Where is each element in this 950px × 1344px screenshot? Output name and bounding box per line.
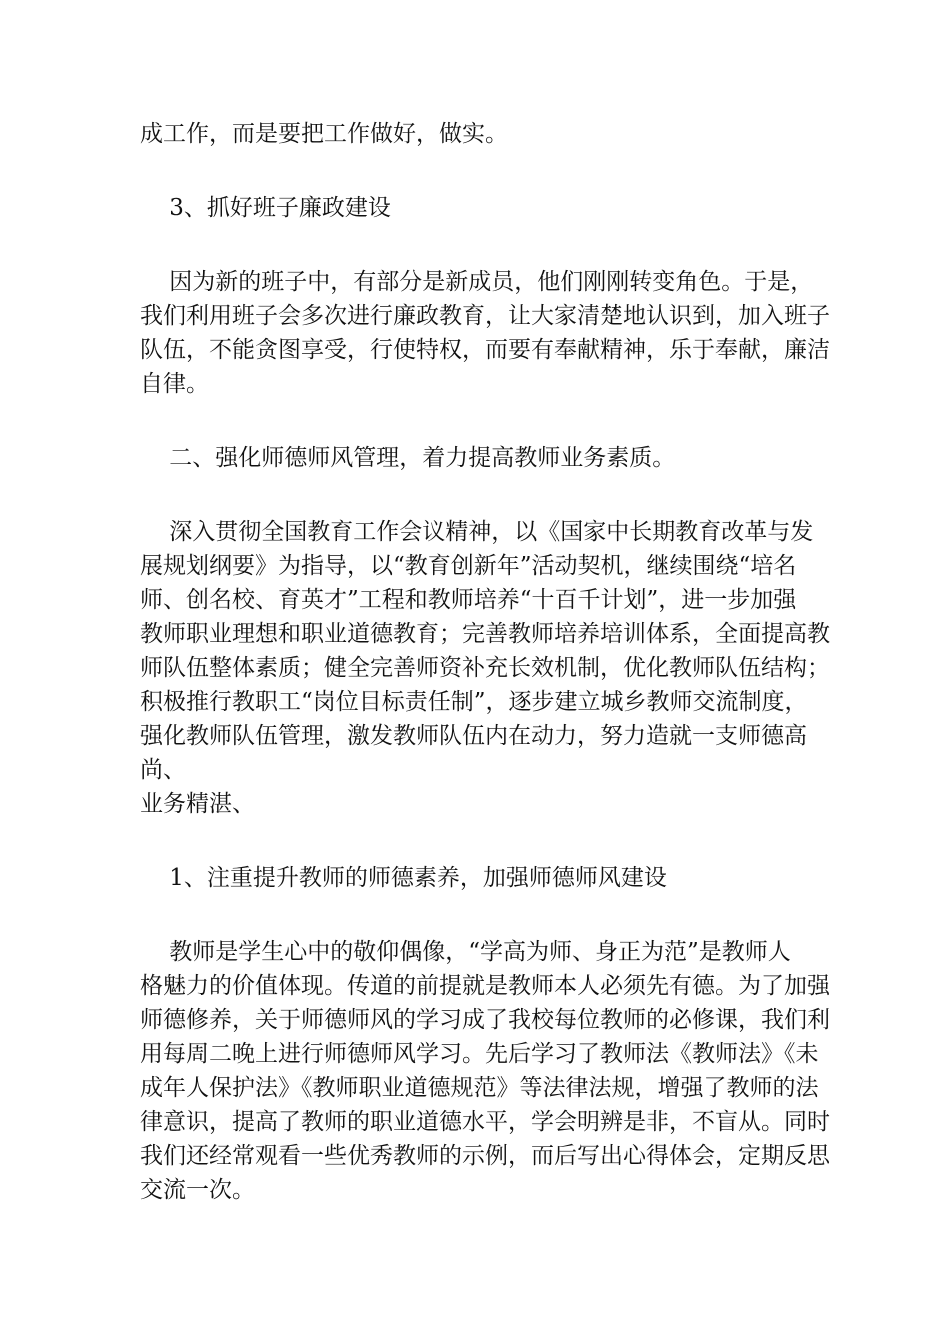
heading-section-3: 3、抓好班子廉政建设 [140, 195, 391, 221]
document-body [140, 117, 830, 1247]
paragraph-continuation: 成工作，而是要把工作做好，做实。 [140, 121, 508, 147]
paragraph-teacher-ethics: 教师是学生心中的敬仰偶像，“学高为师、身正为范”是教师人 格魅力的价值体现。传道的前提就是教师本人必须先有德。为了加强 师德修养，关于师德师风的学习成了我校每位教师的必修课，我们利 用每周二晚上进行师德师风学习。先后学习了教师法《教师法》《未 成年人保护法》《教师职业道德规范》等法律法规，增强了教师的法 律意识，提高了教师的职业道德水平，学会明辨是非，不盲从。同时 我们还经常观看一些优秀教师的示例，而后写出心得体会，定期反思 交流一次。 [140, 939, 830, 1203]
heading-section-1: 1、注重提升教师的师德素养，加强师德师风建设 [140, 865, 667, 891]
heading-part-2: 二、强化师德师风管理，着力提高教师业务素质。 [140, 445, 676, 471]
paragraph-teacher-quality: 深入贯彻全国教育工作会议精神，以《国家中长期教育改革与发 展规划纲要》为指导，以“教育创新年”活动契机，继续围绕“培名 师、创名校、育英才”工程和教师培养“十百千计划”，进一步加强 教师职业理想和职业道德教育；完善教师培养培训体系，全面提高教 师队伍整体素质；健全完善师资补充长效机制，优化教师队伍结构； 积极推行教职工“岗位目标责任制”，逐步建立城乡教师交流制度， 强化教师队伍管理，激发教师队伍内在动力，努力造就一支师德高尚、 业务精湛、 [140, 519, 830, 817]
paragraph-integrity: 因为新的班子中，有部分是新成员，他们刚刚转变角色。于是， 我们利用班子会多次进行廉政教育，让大家清楚地认识到，加入班子 队伍，不能贪图享受，行使特权，而要有奉献精神，乐于奉献，廉洁 自律。 [140, 269, 830, 397]
